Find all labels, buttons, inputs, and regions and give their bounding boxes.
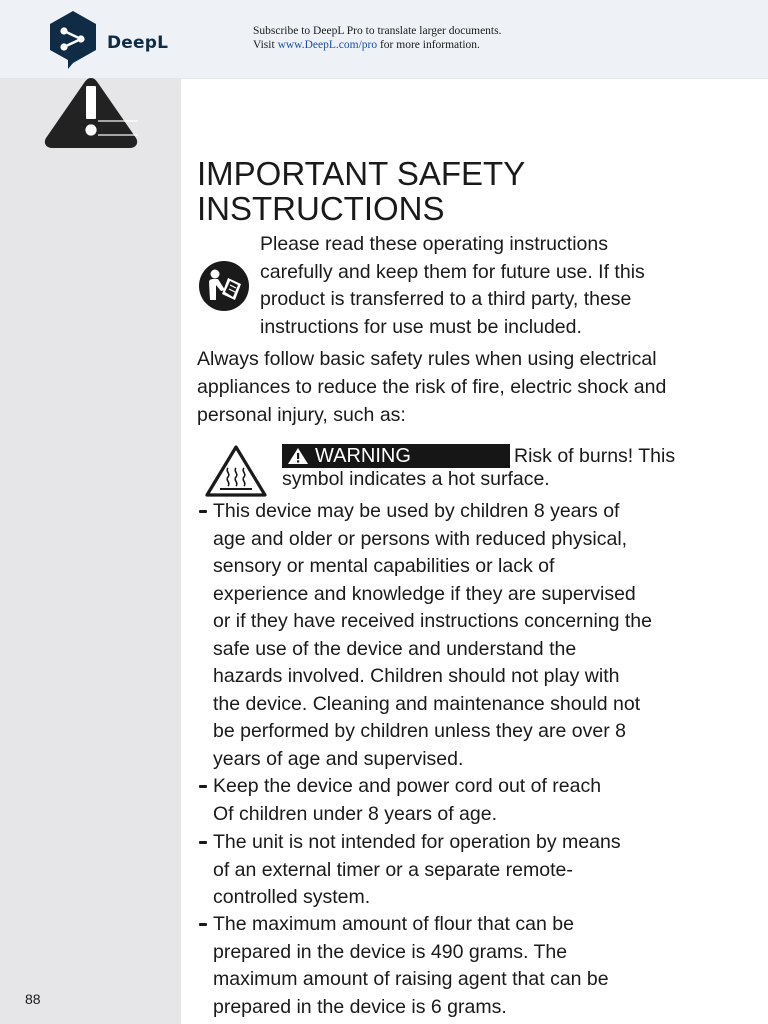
bullet-line: The unit is not intended for operation by means xyxy=(213,831,621,853)
warning-text-line: Risk of burns! This xyxy=(514,445,676,467)
deepl-header-bar xyxy=(0,0,768,79)
deepl-pro-link[interactable]: www.DeepL.com/pro xyxy=(277,39,378,51)
bullet-line: the device. Cleaning and maintenance should not xyxy=(213,692,641,715)
promo-line-1: Subscribe to DeepL Pro to translate larger documents. xyxy=(253,25,502,37)
bullet-dash xyxy=(199,841,207,844)
intro-line: Please read these operating instructions xyxy=(260,233,608,255)
bullet-line: experience and knowledge if they are supervised xyxy=(213,582,636,605)
bullet-line: years of age and supervised. xyxy=(213,747,464,770)
bullet-line: prepared in the device is 490 grams. The xyxy=(213,940,568,963)
deepl-brand-name: DeepL xyxy=(107,33,169,53)
deepl-logo[interactable] xyxy=(46,9,172,69)
bullet-line: This device may be used by children 8 years of xyxy=(213,500,620,522)
bullet-text xyxy=(213,498,652,773)
page-title-line: IMPORTANT SAFETY xyxy=(197,155,526,192)
warning-badge xyxy=(282,444,510,468)
rules-line: Always follow basic safety rules when using electrical xyxy=(197,348,657,370)
promo-line-2 xyxy=(253,38,501,52)
safety-rules-paragraph xyxy=(197,345,737,429)
bullet-line: controlled system. xyxy=(213,886,371,908)
bullet-line: safe use of the device and understand the xyxy=(213,637,577,660)
bullet-line: be performed by children unless they are over 8 xyxy=(213,720,626,742)
bullet-line: sensory or mental capabilities or lack of xyxy=(213,555,555,577)
read-manual-icon xyxy=(197,260,251,312)
rules-line: personal injury, such as: xyxy=(197,404,406,426)
left-margin-column xyxy=(0,79,181,1024)
bullet-text xyxy=(213,829,621,912)
promo-message xyxy=(253,24,501,52)
bullet-line: Of children under 8 years of age. xyxy=(213,802,497,825)
bullet-line: or if they have received instructions concerning the xyxy=(213,610,652,632)
intro-line: product is transferred to a third party, these xyxy=(260,288,632,310)
bullet-dash xyxy=(199,923,207,926)
exclamation-warning-icon xyxy=(42,76,140,150)
page-title xyxy=(197,156,737,226)
bullet-text xyxy=(213,911,609,1021)
rules-line: appliances to reduce the risk of fire, electric shock and xyxy=(197,376,667,398)
bullet-line: prepared in the device is 6 grams. xyxy=(213,995,507,1018)
bullet-line: Keep the device and power cord out of reach xyxy=(213,775,602,797)
promo-line-2-prefix: Visit xyxy=(253,39,278,51)
page-title-line: INSTRUCTIONS xyxy=(197,190,445,227)
warning-label: WARNING xyxy=(315,445,411,467)
warning-triangle-icon xyxy=(287,447,309,465)
bullet-dash xyxy=(199,785,207,788)
bullet-line: hazards involved. Children should not play with xyxy=(213,665,620,687)
bullet-text xyxy=(213,773,601,828)
intro-line: carefully and keep them for future use. If this xyxy=(260,260,645,283)
bullet-line: age and older or persons with reduced physical, xyxy=(213,527,628,550)
promo-line-2-suffix: for more information. xyxy=(377,39,480,51)
page-number: 88 xyxy=(25,991,41,1007)
warning-text-line: symbol indicates a hot surface. xyxy=(282,468,550,490)
hot-surface-warning-icon xyxy=(204,444,268,498)
bullet-line: maximum amount of raising agent that can be xyxy=(213,968,609,990)
intro-line: instructions for use must be included. xyxy=(260,315,582,338)
intro-paragraph xyxy=(260,231,730,341)
bullet-line: The maximum amount of flour that can be xyxy=(213,913,574,935)
deepl-logo-icon xyxy=(46,9,100,69)
bullet-line: of an external timer or a separate remote- xyxy=(213,858,573,881)
bullet-dash xyxy=(199,510,207,513)
